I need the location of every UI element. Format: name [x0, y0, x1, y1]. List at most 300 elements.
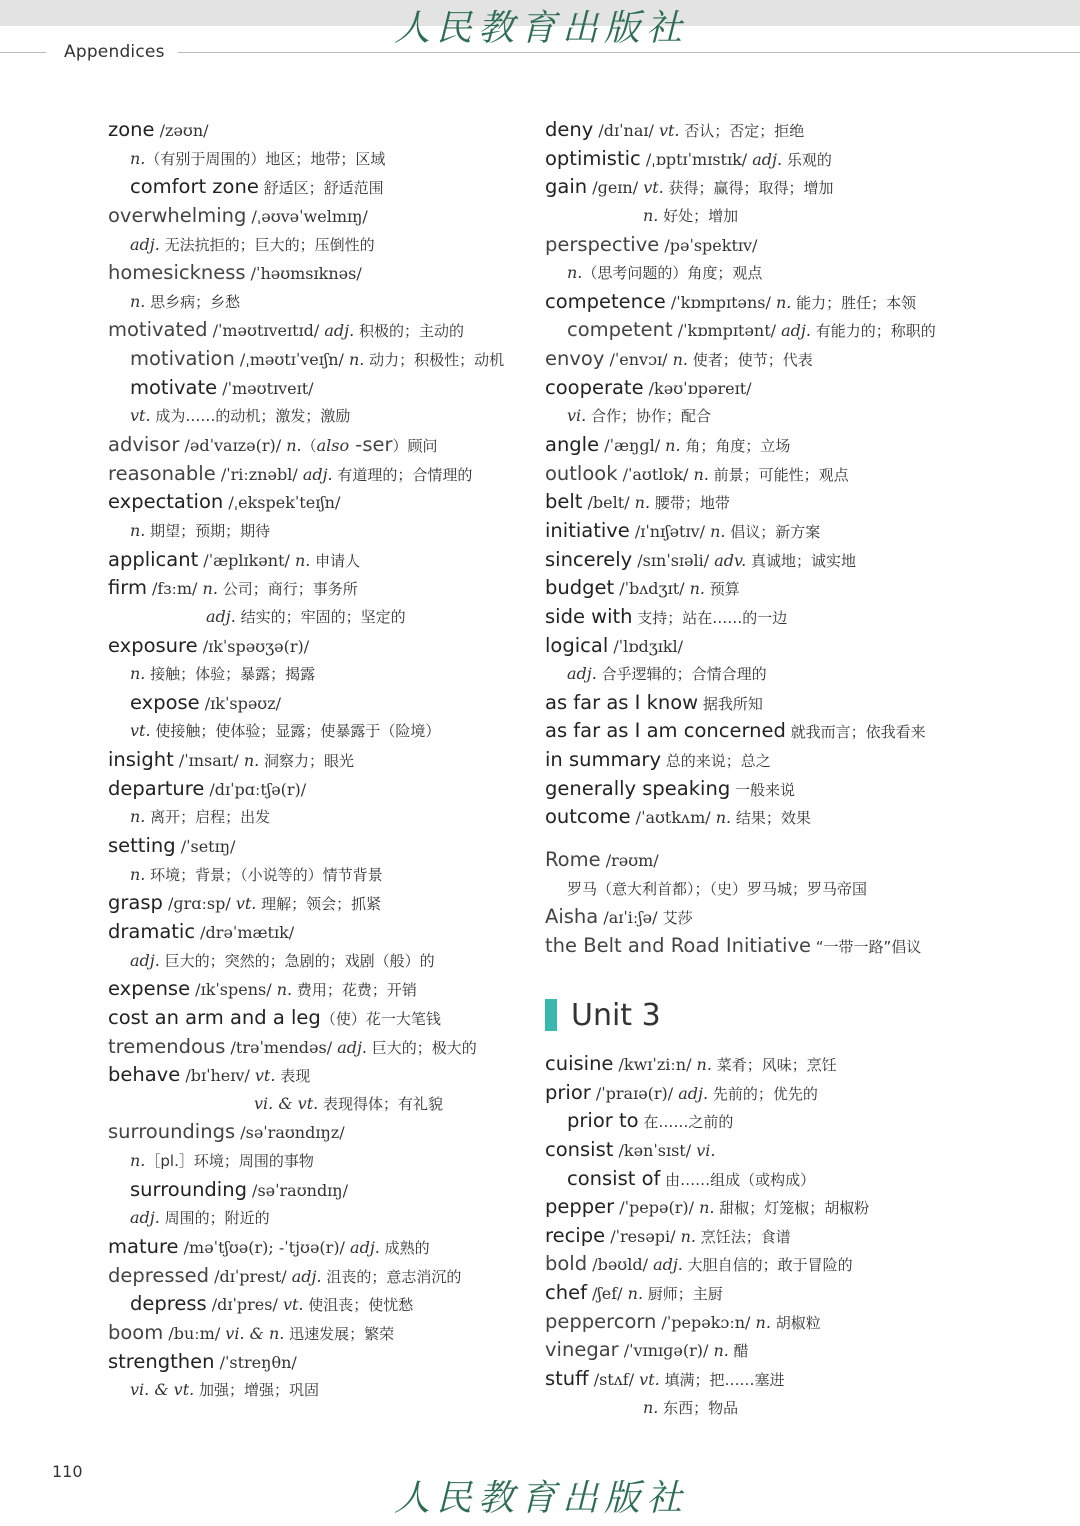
headword: recipe: [545, 1223, 606, 1247]
phonetic: /ˈsetɪŋ/: [175, 837, 236, 857]
vocab-line: [545, 288, 965, 317]
vocab-line: [545, 402, 965, 431]
headword: chef: [545, 1281, 587, 1305]
vocab-line: [108, 316, 528, 345]
headword: the Belt and Road Initiative: [545, 933, 811, 957]
headword: advisor: [108, 433, 180, 457]
unit-title: Unit 3: [571, 998, 661, 1033]
part-of-speech: adj.: [324, 321, 355, 341]
vocab-line: [545, 775, 965, 804]
headword: motivate: [130, 375, 218, 399]
phonetic: /ˈaʊtlʊk/: [617, 464, 694, 484]
phonetic: /ˈlɒdʒɪkl/: [608, 636, 684, 656]
phonetic: /ˈɪnsaɪt/: [173, 751, 244, 771]
definition: 腰带；地带: [650, 494, 730, 513]
headword: strengthen: [108, 1349, 215, 1373]
vocab-line: [545, 1308, 965, 1337]
phonetic: /ɪkˈspəʊʒə(r)/: [197, 636, 310, 656]
vocab-line: [108, 1176, 528, 1205]
phonetic: /ˈstreŋθn/: [214, 1352, 297, 1372]
vocab-line: [545, 1193, 965, 1222]
part-of-speech: n.: [680, 1226, 697, 1246]
left-vocabulary-column: [108, 116, 528, 1405]
headword: perspective: [545, 232, 660, 256]
headword: deny: [545, 118, 594, 141]
vocab-line: [545, 1136, 965, 1165]
definition: （: [301, 437, 317, 456]
part-of-speech: n.: [130, 148, 146, 168]
vocab-line: [545, 517, 965, 546]
vocab-line: [108, 803, 528, 832]
definition: 一般来说: [730, 780, 795, 799]
definition: 使沮丧；使忧愁: [303, 1296, 414, 1315]
vocab-line: [108, 947, 528, 976]
headword: expectation: [108, 490, 224, 514]
headword: bold: [545, 1252, 588, 1276]
part-of-speech: n.: [689, 579, 705, 599]
headword: depressed: [108, 1263, 210, 1287]
page-number: 110: [52, 1462, 83, 1481]
phonetic: /ˈæplɪkənt/: [198, 550, 295, 570]
vocab-line: [545, 875, 965, 904]
definition: 有能力的；称职的: [810, 322, 936, 341]
part-of-speech: adj.: [653, 1255, 683, 1275]
part-of-speech: adj.: [130, 1208, 160, 1228]
entry-gap: [545, 832, 965, 846]
vocab-line: [545, 316, 965, 345]
phonetic: /ˌəʊvəˈwelmɪŋ/: [246, 206, 368, 226]
vocab-line: [108, 574, 528, 603]
headword: tremendous: [108, 1034, 226, 1058]
headword: consist of: [567, 1166, 661, 1190]
definition: 迅速发展；繁荣: [284, 1324, 395, 1343]
vocab-line: [545, 173, 965, 202]
definition: 在……之前的: [638, 1113, 734, 1132]
headword: comfort zone: [130, 175, 259, 199]
vocab-line: [108, 1290, 528, 1319]
definition: 合作；协作；配合: [586, 407, 712, 426]
vocab-line: [108, 1348, 528, 1377]
vocab-line: [545, 1222, 965, 1251]
part-of-speech: vt.: [254, 1066, 276, 1086]
headword: competent: [567, 318, 673, 342]
definition: 成熟的: [379, 1238, 430, 1257]
headword: stuff: [545, 1367, 589, 1391]
section-title: Appendices: [64, 42, 165, 62]
definition: 理解；领会；抓紧: [256, 895, 382, 914]
vocab-line: [108, 1319, 528, 1348]
vocab-line: [545, 803, 965, 832]
definition: 成为……的动机；激发；激励: [150, 407, 351, 426]
part-of-speech: n.: [130, 520, 146, 540]
vocab-line: [108, 1118, 528, 1147]
headword: departure: [108, 776, 205, 800]
headword: grasp: [108, 891, 163, 915]
vocab-line: [108, 1376, 528, 1405]
part-of-speech: adj.: [130, 234, 160, 254]
definition: 菜肴；风味；烹饪: [711, 1056, 837, 1074]
part-of-speech: adj.: [567, 664, 597, 684]
part-of-speech: n.: [696, 1055, 712, 1074]
definition: 离开；启程；出发: [145, 808, 271, 827]
phonetic: /ˈpepəkɔːn/: [656, 1312, 756, 1332]
headword: budget: [545, 576, 615, 600]
headword: outlook: [545, 461, 618, 485]
part-of-speech: n.: [755, 1312, 771, 1332]
definition: 周围的；附近的: [159, 1209, 270, 1228]
definition: 好处；增加: [658, 206, 739, 225]
headword: as far as I know: [545, 690, 699, 714]
vocab-line: [108, 1204, 528, 1233]
phonetic: /kənˈsɪst/: [613, 1140, 697, 1160]
headword: depress: [130, 1292, 207, 1316]
part-of-speech: n.: [202, 579, 218, 599]
definition: （思考问题的）角度；观点: [582, 264, 763, 283]
definition: “一带一路”倡议: [811, 937, 922, 956]
vocab-line: [108, 173, 528, 202]
vocab-line: [108, 889, 528, 918]
vocab-line: [545, 746, 965, 775]
part-of-speech: n.: [567, 263, 583, 283]
headword: generally speaking: [545, 776, 731, 800]
vocab-line: [108, 460, 528, 489]
vocab-line: [545, 231, 965, 260]
vocab-line: [108, 1090, 528, 1119]
vocab-line: [108, 345, 528, 374]
definition: 艾莎: [662, 909, 693, 928]
vocab-line: [545, 717, 965, 746]
phonetic: /drəˈmætɪk/: [195, 922, 295, 942]
phonetic: /bəʊld/: [587, 1255, 654, 1275]
definition: 期望；预期；期待: [145, 521, 271, 540]
definition: 东西；物品: [658, 1398, 739, 1417]
definition: 醋: [728, 1342, 749, 1361]
phonetic: /sɪnˈsɪəli/: [632, 550, 715, 570]
vocab-line: [108, 1033, 528, 1062]
phonetic: /ˈenvɔɪ/: [604, 350, 673, 370]
headword: exposure: [108, 633, 198, 657]
part-of-speech: n.: [665, 436, 681, 456]
definition: 角；角度；立场: [680, 437, 791, 456]
part-of-speech: n.: [348, 350, 365, 370]
definition: 思乡病；乡愁: [145, 292, 241, 311]
phonetic: /fɜːm/: [146, 579, 203, 599]
phonetic: /buːm/: [163, 1323, 226, 1343]
part-of-speech: adj.: [350, 1237, 380, 1257]
part-of-speech: adj.: [752, 149, 783, 169]
headword: -ser: [349, 433, 393, 457]
part-of-speech: vi. & n.: [225, 1323, 285, 1343]
phonetic: /ˈbʌdʒɪt/: [614, 579, 690, 599]
unit-accent-bar: [545, 999, 557, 1031]
vocab-line: [108, 1147, 528, 1176]
headword: peppercorn: [545, 1309, 657, 1333]
part-of-speech: adj.: [130, 950, 160, 970]
definition: 烹饪法；食谱: [696, 1227, 791, 1246]
vocab-line: [545, 546, 965, 575]
vocab-line: [108, 374, 528, 403]
vocab-line: [108, 632, 528, 661]
phonetic: /ˈkɒmpɪtənt/: [672, 321, 782, 341]
vocab-line: [108, 603, 528, 632]
vocab-line: [108, 832, 528, 861]
part-of-speech: n.: [710, 521, 726, 541]
phonetic: /ɡrɑːsp/: [162, 894, 236, 914]
headword: expense: [108, 977, 191, 1001]
part-of-speech: also: [316, 436, 350, 456]
phonetic: /ˌɒptɪˈmɪstɪk/: [640, 149, 753, 169]
header-rule-left: [0, 52, 46, 53]
headword: belt: [545, 490, 583, 514]
headword: mature: [108, 1234, 179, 1258]
vocab-line: [108, 660, 528, 689]
part-of-speech: n.: [130, 291, 146, 311]
vocab-line: [545, 903, 965, 932]
headword: outcome: [545, 805, 631, 829]
part-of-speech: n.: [627, 1284, 644, 1304]
phonetic: /ˌekspekˈteɪʃn/: [223, 493, 341, 513]
part-of-speech: n.: [243, 751, 260, 771]
part-of-speech: adv.: [714, 550, 747, 570]
definition: 费用；花费；开销: [292, 981, 417, 1000]
phonetic: /səˈraʊndɪŋ/: [246, 1180, 348, 1200]
vocab-line: [545, 689, 965, 718]
vocab-line: [108, 116, 528, 145]
vocab-line: [545, 1336, 965, 1365]
headword: competence: [545, 289, 666, 313]
definition: 预算: [704, 580, 740, 599]
definition: ［pl.］环境；周围的事物: [145, 1152, 314, 1171]
definition: 巨大的；极大的: [367, 1038, 477, 1057]
definition: 有道理的；合情理的: [332, 465, 473, 484]
definition: 无法抗拒的；巨大的；压倒性的: [159, 235, 375, 254]
definition: 真诚地；诚实地: [746, 551, 857, 570]
part-of-speech: vi.: [696, 1140, 716, 1160]
part-of-speech: n.: [643, 205, 659, 225]
part-of-speech: vt.: [639, 1370, 660, 1390]
vocab-line: [545, 1165, 965, 1194]
headword: homesickness: [108, 261, 246, 285]
phonetic: /ɪˈnɪʃətɪv/: [629, 521, 711, 541]
phonetic: /zəʊn/: [154, 121, 209, 140]
headword: motivation: [130, 347, 235, 371]
definition: 接触；体验；暴露；揭露: [145, 665, 316, 684]
part-of-speech: adj.: [302, 464, 333, 484]
vocab-line: [545, 603, 965, 632]
phonetic: /ˈməʊtɪveɪt/: [217, 378, 314, 398]
vocab-line: [545, 460, 965, 489]
headword: setting: [108, 834, 176, 858]
definition: 环境；背景；（小说等的）情节背景: [145, 865, 383, 884]
headword: insight: [108, 748, 174, 772]
definition: 否认；否定；拒绝: [679, 122, 805, 140]
phonetic: /ədˈvaɪzə(r)/: [179, 436, 287, 456]
headword: firm: [108, 576, 147, 600]
headword: gain: [545, 175, 588, 199]
vocab-line: [545, 1365, 965, 1394]
vocab-line: [108, 746, 528, 775]
phonetic: /ˈaʊtkʌm/: [630, 808, 716, 828]
definition: 表现: [275, 1067, 311, 1086]
part-of-speech: n.: [672, 350, 689, 370]
phonetic: /ɪkˈspens/: [190, 980, 277, 1000]
definition: 合乎逻辑的；合情合理的: [596, 665, 767, 684]
definition: 申请人: [310, 551, 361, 570]
phonetic: /aɪˈiːʃə/: [598, 908, 663, 928]
vocab-line: [545, 1394, 965, 1423]
vocab-line: [545, 259, 965, 288]
vocab-line: [108, 861, 528, 890]
vocab-line: [108, 975, 528, 1004]
phonetic: /ʃef/: [586, 1284, 628, 1304]
part-of-speech: n.: [693, 464, 709, 484]
definition: 就我而言；依我看来: [785, 723, 926, 742]
definition: 使接触；使体验；显露；使暴露于（险境）: [150, 722, 441, 741]
headword: cooperate: [545, 375, 644, 399]
vocab-line: [108, 1262, 528, 1291]
headword: cuisine: [545, 1052, 614, 1075]
phonetic: /səˈraʊndɪŋz/: [235, 1123, 345, 1143]
part-of-speech: n.: [715, 808, 732, 828]
vocab-line: [108, 1061, 528, 1090]
part-of-speech: n.: [634, 493, 651, 513]
phonetic: /ɪkˈspəʊz/: [199, 693, 282, 713]
headword: zone: [108, 118, 155, 141]
part-of-speech: n.: [130, 864, 146, 884]
headword: logical: [545, 633, 609, 657]
vocab-line: [108, 1004, 528, 1033]
phonetic: /ˈməʊtɪveɪtɪd/: [207, 321, 325, 341]
vocab-line: [545, 374, 965, 403]
part-of-speech: n.: [775, 292, 792, 312]
headword: envoy: [545, 347, 605, 371]
headword: surrounding: [130, 1177, 247, 1201]
phonetic: /trəˈmendəs/: [225, 1037, 338, 1057]
phonetic: /dɪˈnaɪ/: [593, 121, 659, 140]
phonetic: /ɡeɪn/: [587, 178, 644, 198]
part-of-speech: vt.: [643, 178, 664, 198]
phonetic: /ˈriːznəbl/: [215, 464, 303, 484]
headword: initiative: [545, 518, 630, 542]
vocab-line: [545, 431, 965, 460]
vocab-line: [545, 1279, 965, 1308]
vocab-line: [108, 717, 528, 746]
definition: 由……组成（或构成）: [660, 1170, 816, 1189]
definition: 乐观的: [782, 150, 832, 169]
vocab-line: [545, 345, 965, 374]
definition: 甜椒；灯笼椒；胡椒粉: [714, 1199, 870, 1218]
definition: 前景；可能性；观点: [708, 465, 849, 484]
part-of-speech: adj.: [678, 1083, 709, 1103]
vocab-line: [108, 775, 528, 804]
vocab-line: [108, 231, 528, 260]
vocab-line: [108, 431, 528, 460]
vocab-line: [545, 932, 965, 961]
headword: cost an arm and a leg: [108, 1005, 321, 1029]
definition: （有别于周围的）地区；地带；区域: [145, 149, 386, 168]
vocab-line: [108, 259, 528, 288]
part-of-speech: vi. & vt.: [130, 1380, 195, 1400]
vocab-line: [108, 288, 528, 317]
part-of-speech: n.: [276, 980, 293, 1000]
part-of-speech: n.: [699, 1198, 715, 1218]
headword: Rome: [545, 848, 601, 872]
phonetic: /ˈvɪnɪɡə(r)/: [618, 1341, 714, 1361]
part-of-speech: adj.: [781, 321, 811, 341]
headword: motivated: [108, 318, 208, 342]
publisher-logo: [390, 4, 690, 50]
vocab-line: [545, 116, 965, 145]
headword: pepper: [545, 1195, 615, 1219]
vocab-line: [545, 846, 965, 875]
part-of-speech: n.: [130, 664, 146, 684]
publisher-logo-footer: [390, 1472, 690, 1522]
definition: ）顾问: [392, 437, 438, 456]
vocab-line: [545, 488, 965, 517]
definition: 获得；赢得；取得；增加: [663, 179, 834, 198]
definition: 大胆自信的；敢于冒险的: [682, 1256, 853, 1275]
vocab-line: [108, 488, 528, 517]
vocab-line: [108, 918, 528, 947]
definition: 沮丧的；意志消沉的: [321, 1267, 462, 1286]
vocab-line: [108, 402, 528, 431]
part-of-speech: adj.: [291, 1266, 322, 1286]
phonetic: /belt/: [582, 493, 635, 513]
definition: 公司；商行；事务所: [217, 580, 358, 599]
headword: boom: [108, 1320, 164, 1344]
vocab-line: [545, 145, 965, 174]
publisher-logo-text: 人民教育出版社: [394, 8, 689, 49]
headword: side with: [545, 604, 633, 628]
headword: dramatic: [108, 919, 196, 943]
definition: 结实的；牢固的；坚定的: [235, 607, 406, 626]
vocab-line: [108, 689, 528, 718]
phonetic: /ˈkɒmpɪtəns/: [665, 292, 776, 312]
part-of-speech: n.: [643, 1397, 659, 1417]
phonetic: /ˈpraɪə(r)/: [590, 1083, 679, 1103]
part-of-speech: n.: [130, 1151, 146, 1171]
vocab-line: [545, 202, 965, 231]
headword: applicant: [108, 547, 199, 571]
vocab-line: [545, 574, 965, 603]
publisher-logo-footer-text: 人民教育出版社: [394, 1478, 689, 1519]
vocab-line: [108, 546, 528, 575]
headword: surroundings: [108, 1120, 236, 1144]
phonetic: /ˈhəʊmsɪknəs/: [245, 264, 362, 284]
definition: 能力；胜任；本领: [791, 293, 917, 312]
phonetic: /bɪˈheɪv/: [180, 1066, 255, 1086]
phonetic: /stʌf/: [588, 1370, 640, 1390]
definition: 动力；积极性；动机: [364, 351, 505, 370]
vocab-line: [108, 145, 528, 174]
vocab-line: [545, 660, 965, 689]
definition: 填满；把……塞进: [659, 1371, 785, 1390]
part-of-speech: n.: [294, 550, 311, 570]
definition: 结果；效果: [731, 809, 811, 828]
definition: 先前的；优先的: [708, 1084, 818, 1103]
vocab-line: [108, 1233, 528, 1262]
headword: reasonable: [108, 461, 216, 485]
part-of-speech: vt.: [235, 894, 257, 914]
definition: （使）花一大笔钱: [320, 1009, 441, 1028]
right-vocabulary-column-bottom: [545, 1050, 965, 1422]
definition: 据我所知: [698, 694, 763, 713]
phonetic: /rəʊm/: [600, 851, 659, 871]
vocab-line: [545, 1250, 965, 1279]
phonetic: /pəˈspektɪv/: [659, 235, 758, 255]
phonetic: /ˈpepə(r)/: [614, 1198, 700, 1218]
definition: 洞察力；眼光: [259, 752, 354, 771]
